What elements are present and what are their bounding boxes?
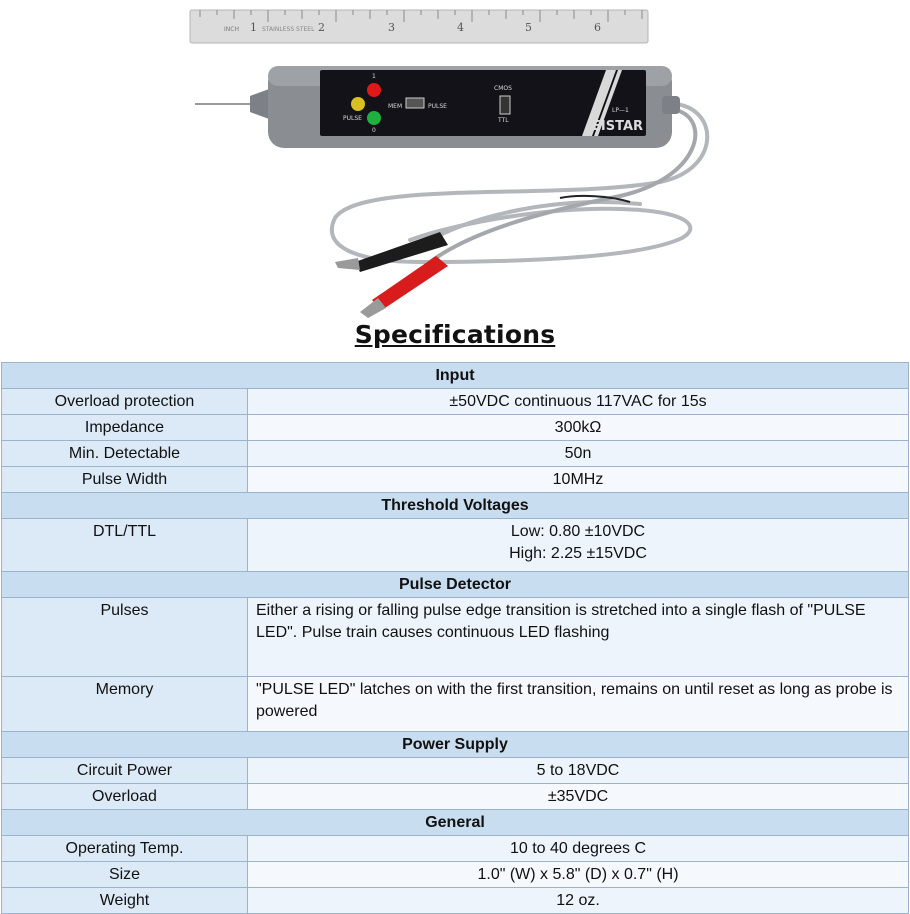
model-label: LP—1 — [612, 107, 629, 114]
row-label: Pulse Width — [2, 467, 248, 493]
row-value: 12 oz. — [248, 888, 909, 914]
section-header — [2, 572, 909, 598]
page-title: Specifications — [354, 320, 556, 349]
row-label: Overload — [2, 784, 248, 810]
cmos-label: CMOS — [494, 85, 512, 92]
value-line: Low: 0.80 ±10VDC — [510, 523, 646, 540]
brand-logo: EISTAR — [592, 119, 644, 134]
row-value — [248, 519, 909, 572]
spec-table — [1, 362, 909, 914]
section-header — [2, 493, 909, 519]
row-value: 5 to 18VDC — [248, 758, 909, 784]
ruler — [190, 10, 648, 43]
section-title: Power Supply — [2, 732, 909, 758]
mem-pulse-switch[interactable] — [406, 98, 424, 108]
led-low-label: 0 — [372, 127, 376, 134]
row-label: Min. Detectable — [2, 441, 248, 467]
ruler-number: 6 — [594, 21, 601, 34]
section-header — [2, 810, 909, 836]
product-image — [0, 0, 910, 320]
row-label: Overload protection — [2, 389, 248, 415]
value-line: High: 2.25 ±15VDC — [509, 545, 647, 562]
row-label: Pulses — [2, 598, 248, 677]
led-pulse-icon — [351, 97, 365, 111]
pulse-led-label: PULSE — [343, 115, 362, 122]
section-title: Threshold Voltages — [2, 493, 909, 519]
led-low-icon — [367, 111, 381, 125]
row-label: DTL/TTL — [2, 519, 248, 572]
row-value: 10 to 40 degrees C — [248, 836, 909, 862]
ruler-number: 1 — [250, 21, 257, 34]
ruler-number: 2 — [318, 21, 325, 34]
section-title: General — [2, 810, 909, 836]
row-label: Impedance — [2, 415, 248, 441]
ruler-unit: INCH — [224, 26, 239, 33]
table-row — [2, 441, 909, 467]
row-value: 300kΩ — [248, 415, 909, 441]
row-value: Either a rising or falling pulse edge transition is stretched into a single flash of "PULSE LED". Pulse train causes continuous LED flashing — [248, 598, 909, 677]
section-title: Pulse Detector — [2, 572, 909, 598]
table-row — [2, 677, 909, 732]
row-label: Operating Temp. — [2, 836, 248, 862]
led-high-icon — [367, 83, 381, 97]
row-label: Circuit Power — [2, 758, 248, 784]
row-label: Memory — [2, 677, 248, 732]
section-title: Input — [2, 363, 909, 389]
led-high-label: 1 — [372, 73, 376, 80]
ruler-number: 5 — [525, 21, 532, 34]
row-value: 50n — [248, 441, 909, 467]
table-row — [2, 467, 909, 493]
row-value: ±50VDC continuous 117VAC for 15s — [248, 389, 909, 415]
row-value: ±35VDC — [248, 784, 909, 810]
table-row — [2, 519, 909, 572]
ttl-label: TTL — [498, 117, 509, 124]
table-row — [2, 415, 909, 441]
table-row — [2, 784, 909, 810]
table-row — [2, 758, 909, 784]
ruler-brand: STAINLESS STEEL — [262, 26, 315, 33]
table-row — [2, 862, 909, 888]
table-row — [2, 598, 909, 677]
section-header — [2, 363, 909, 389]
cmos-ttl-switch[interactable] — [500, 96, 510, 114]
row-value: "PULSE LED" latches on with the first transition, remains on until reset as long as probe is powered — [248, 677, 909, 732]
row-value: 10MHz — [248, 467, 909, 493]
table-row — [2, 389, 909, 415]
ruler-number: 3 — [388, 21, 395, 34]
row-label: Weight — [2, 888, 248, 914]
table-row — [2, 836, 909, 862]
section-header — [2, 732, 909, 758]
row-value: 1.0" (W) x 5.8" (D) x 0.7" (H) — [248, 862, 909, 888]
ruler-number: 4 — [457, 21, 464, 34]
pulse-switch-label: PULSE — [428, 103, 447, 110]
row-label: Size — [2, 862, 248, 888]
mem-label: MEM — [388, 103, 403, 110]
